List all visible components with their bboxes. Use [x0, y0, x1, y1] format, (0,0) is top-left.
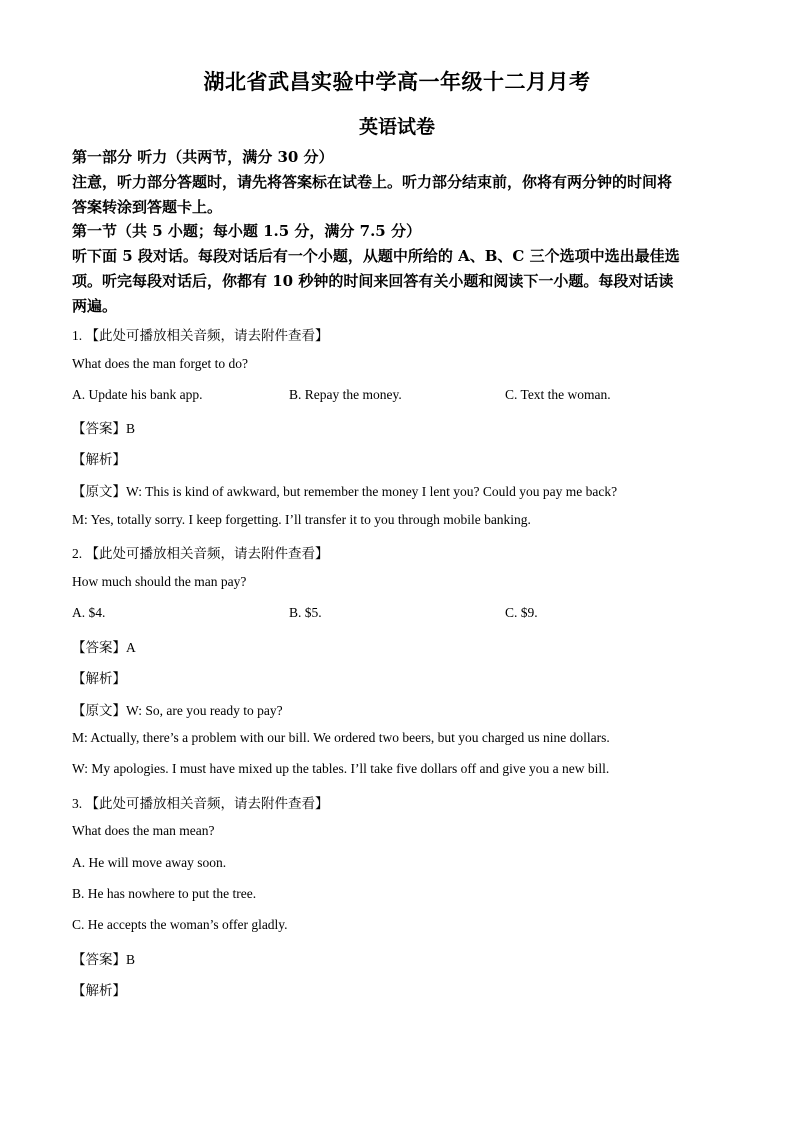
q2-option-c: C. $9. [505, 605, 538, 620]
q2-option-a: A. $4. [72, 605, 106, 620]
audio-placeholder: 【此处可播放相关音频，请去附件查看】 [85, 546, 329, 562]
q1-transcript-line: M: Yes, totally sorry. I keep forgetting. I’ll transfer it to you through mobile banking. [72, 512, 531, 527]
question-1-header [72, 324, 329, 344]
question-number: 2. [72, 546, 83, 561]
question-number: 1. [72, 328, 83, 343]
answer-value: B [126, 421, 136, 436]
audio-placeholder: 【此处可播放相关音频，请去附件查看】 [85, 328, 329, 344]
exam-title: 湖北省武昌实验中学高一年级十二月月考 [203, 69, 591, 94]
q2-transcript-line: W: My apologies. I must have mixed up the tables. I’ll take five dollars off and give you a new bill. [72, 761, 610, 776]
subsection-heading: 第一节（共 5 小题；每小题 1.5 分，满分 7.5 分） [72, 222, 421, 240]
q3-answer [72, 948, 135, 968]
answer-label: 【答案】 [72, 421, 126, 437]
analysis-label: 【解析】 [72, 452, 126, 468]
question-1-text: What does the man forget to do? [72, 356, 248, 371]
question-3-text: What does the man mean? [72, 823, 215, 838]
question-3-header [72, 792, 329, 812]
transcript-label: 【原文】 [72, 484, 126, 500]
q1-option-b: B. Repay the money. [289, 387, 402, 402]
q3-analysis [72, 979, 126, 999]
transcript-text: W: So, are you ready to pay? [126, 703, 283, 718]
q1-answer [72, 417, 135, 437]
instruction-line: 答案转涂到答题卡上。 [72, 198, 223, 216]
question-2-text: How much should the man pay? [72, 574, 247, 589]
instruction-line: 两遍。 [72, 297, 118, 315]
instruction-line: 听下面 5 段对话。每段对话后有一个小题，从题中所给的 A、B、C 三个选项中选出最佳选 [72, 247, 680, 265]
analysis-label: 【解析】 [72, 983, 126, 999]
q3-option-c: C. He accepts the woman’s offer gladly. [72, 917, 288, 932]
q2-transcript-line [72, 699, 283, 719]
q1-option-c: C. Text the woman. [505, 387, 611, 402]
q1-option-a: A. Update his bank app. [72, 387, 203, 402]
transcript-text: W: This is kind of awkward, but remember the money I lent you? Could you pay me back? [126, 484, 618, 499]
answer-label: 【答案】 [72, 640, 126, 656]
q1-analysis [72, 448, 126, 468]
analysis-label: 【解析】 [72, 671, 126, 687]
q2-option-b: B. $5. [289, 605, 322, 620]
q3-option-b: B. He has nowhere to put the tree. [72, 886, 257, 901]
transcript-label: 【原文】 [72, 703, 126, 719]
section-heading: 第一部分 听力（共两节，满分 30 分） [72, 148, 334, 166]
q2-analysis [72, 667, 126, 687]
q2-transcript-line: M: Actually, there’s a problem with our bill. We ordered two beers, but you charged us nine dollars. [72, 730, 610, 745]
instruction-line: 项。听完每段对话后，你都有 10 秒钟的时间来回答有关小题和阅读下一小题。每段对话读 [72, 272, 674, 290]
exam-subtitle: 英语试卷 [358, 116, 435, 138]
question-number: 3. [72, 796, 83, 811]
q2-answer [72, 636, 136, 656]
instruction-line: 注意，听力部分答题时，请先将答案标在试卷上。听力部分结束前，你将有两分钟的时间将 [72, 173, 673, 191]
question-2-header [72, 542, 329, 562]
q3-option-a: A. He will move away soon. [72, 855, 227, 870]
audio-placeholder: 【此处可播放相关音频，请去附件查看】 [85, 796, 329, 812]
answer-value: A [126, 640, 136, 655]
answer-value: B [126, 952, 136, 967]
answer-label: 【答案】 [72, 952, 126, 968]
q1-transcript-line [72, 480, 617, 500]
